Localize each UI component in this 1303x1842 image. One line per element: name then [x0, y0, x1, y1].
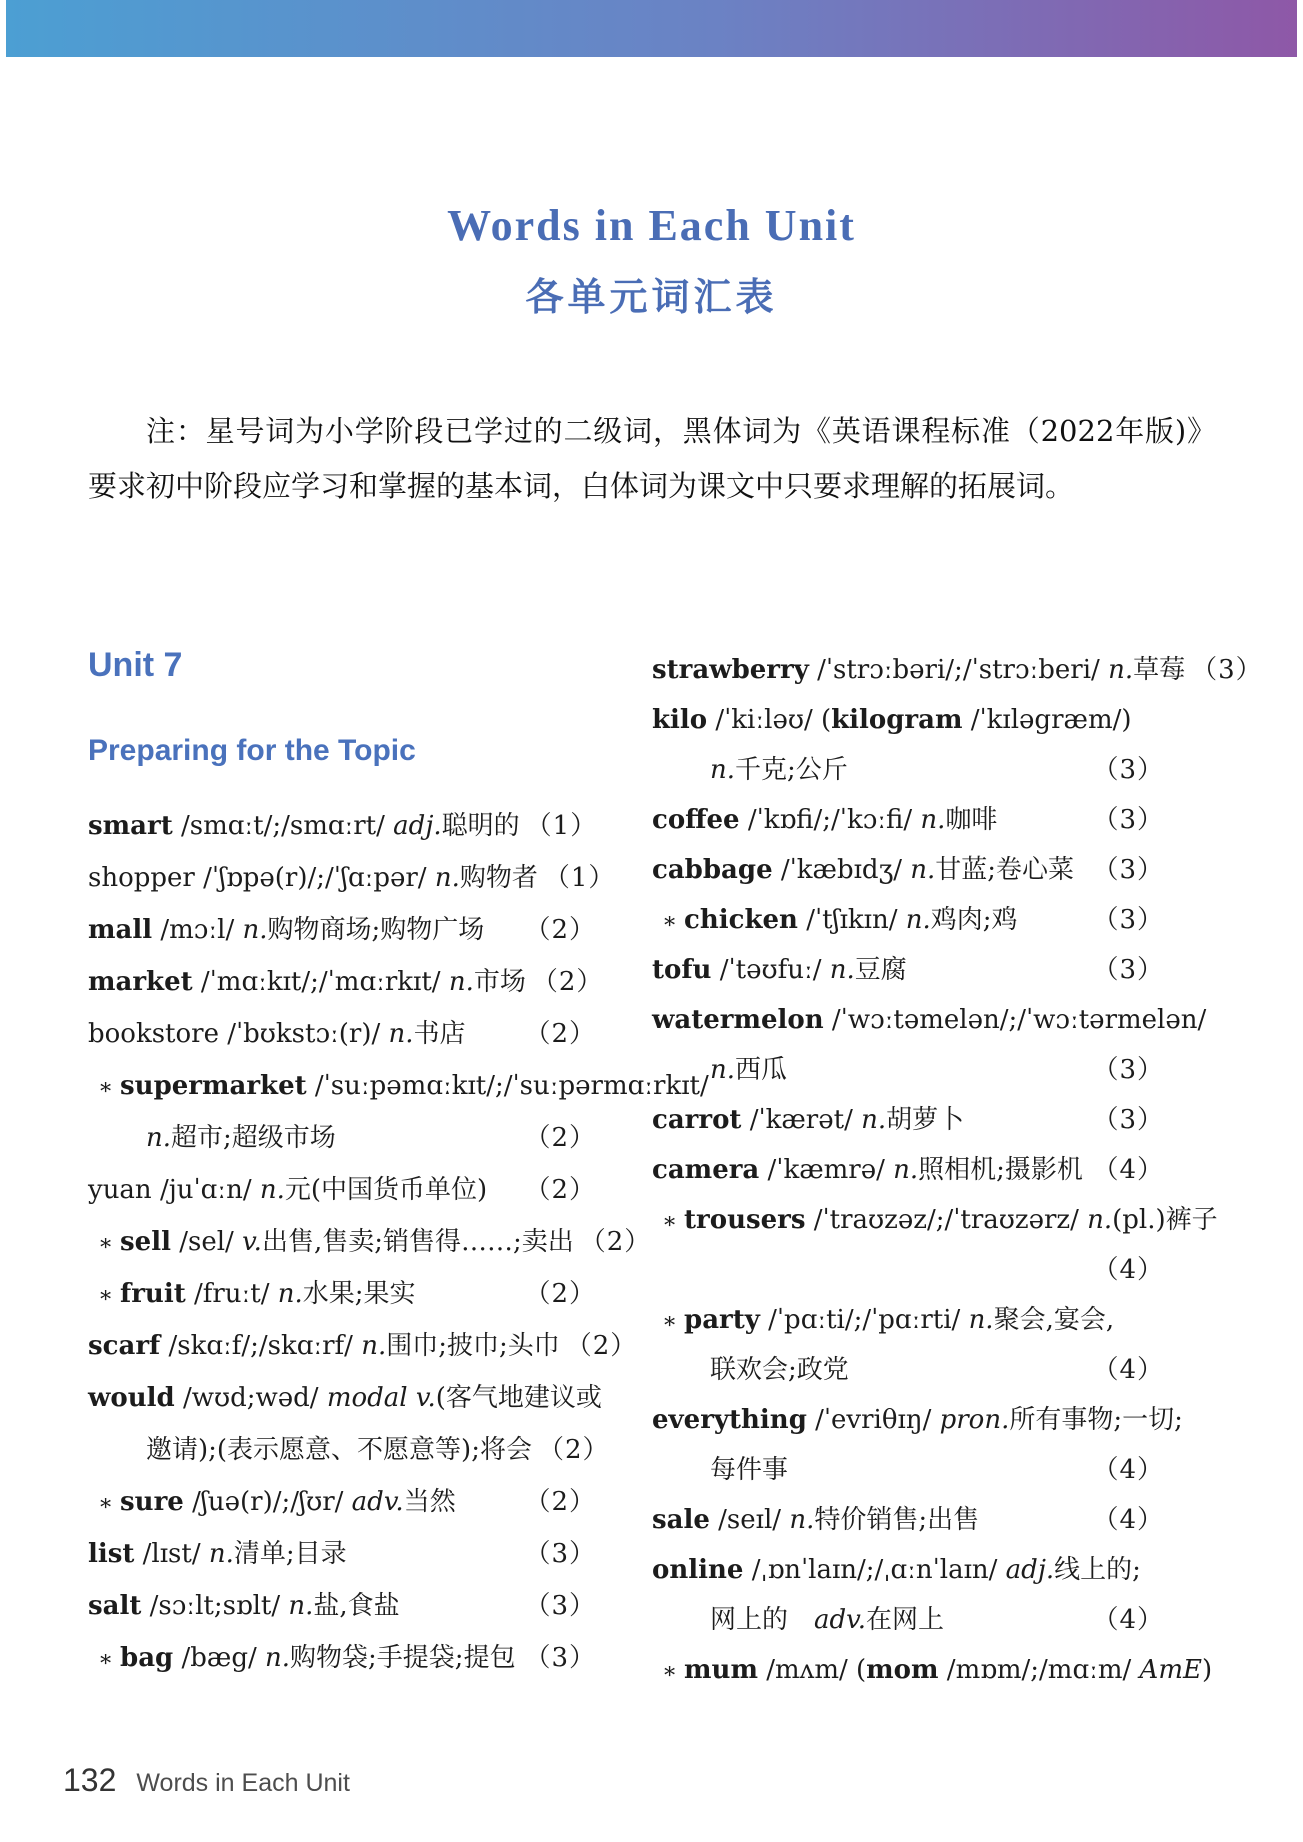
vocab-line-text	[652, 1395, 1183, 1445]
lesson-page-ref: （4）	[1092, 1355, 1164, 1385]
vocab-segment: n.	[361, 1331, 387, 1361]
vocab-segment: n.	[710, 755, 736, 785]
vocab-line	[88, 1632, 596, 1684]
vocab-segment: 市场	[473, 967, 526, 997]
vocab-line	[652, 1495, 1164, 1545]
vocab-line	[88, 1476, 596, 1528]
lesson-page-ref: （3）	[1191, 655, 1263, 685]
vocab-segment: n.	[146, 1123, 172, 1153]
vocab-line	[652, 745, 1164, 795]
vocab-segment: bookstore	[88, 1019, 219, 1049]
vocab-line	[88, 852, 616, 904]
star-icon: ∗	[98, 1490, 114, 1516]
vocab-segment: 盐,食盐	[313, 1591, 400, 1621]
star-icon: ∗	[662, 908, 678, 934]
vocab-segment: /ˈtʃɪkɪn/	[797, 905, 906, 935]
vocab-segment: would	[88, 1383, 175, 1413]
vocab-segment: AmE	[1139, 1655, 1202, 1685]
vocab-segment: 咖啡	[945, 805, 998, 835]
vocab-segment: 出售,售卖;销售得……;卖出	[261, 1227, 574, 1257]
page-footer	[63, 1762, 350, 1799]
vocab-line-text	[88, 1424, 532, 1476]
vocab-line-text	[88, 1112, 336, 1164]
vocab-segment: 裤子	[1165, 1205, 1218, 1235]
vocab-line-text	[652, 1045, 787, 1095]
vocab-segment: 元(中国货币单位)	[284, 1175, 488, 1205]
vocab-segment: /ˌɒnˈlaɪn/;/ˌɑːnˈlaɪn/	[743, 1555, 1006, 1585]
vocab-line-text	[88, 1580, 400, 1632]
star-icon: ∗	[98, 1282, 114, 1308]
vocab-segment: /ˈʃɒpə(r)/;/ˈʃɑːpər/	[194, 863, 435, 893]
vocab-line-text	[652, 1445, 788, 1495]
vocab-line-text	[88, 1476, 456, 1529]
vocab-segment: n.	[259, 1175, 285, 1205]
vocab-line	[88, 1164, 596, 1216]
lesson-page-ref: （2）	[524, 1019, 596, 1049]
vocab-segment: modal v.	[326, 1383, 436, 1413]
vocab-segment: /ˈkæbɪdʒ/	[772, 855, 911, 885]
vocab-line	[88, 1580, 596, 1632]
vocab-segment: /ˈevriθɪŋ/	[806, 1405, 940, 1435]
vocab-line-text	[652, 745, 848, 795]
vocab-line	[88, 1268, 596, 1320]
vocab-segment: adv.	[351, 1487, 404, 1517]
vocab-segment: mall	[88, 915, 153, 945]
vocab-segment: tofu	[652, 955, 712, 985]
vocab-segment: adj.	[1005, 1555, 1055, 1585]
vocab-segment: sale	[652, 1505, 710, 1535]
vocab-segment: /fruːt/	[185, 1279, 278, 1309]
vocab-segment: adj.	[393, 811, 442, 841]
vocab-line-text	[88, 800, 520, 852]
vocab-segment: 线上的;	[1054, 1555, 1141, 1585]
vocab-segment: /sɔːlt;sɒlt/	[141, 1591, 289, 1621]
vocab-segment: cabbage	[652, 855, 773, 885]
star-icon: ∗	[662, 1658, 678, 1684]
vocab-segment: /sel/	[170, 1227, 243, 1257]
vocab-segment: n.	[388, 1019, 414, 1049]
lesson-page-ref: （2）	[524, 1175, 596, 1205]
note-paragraph: 注：星号词为小学阶段已学过的二级词，黑体词为《英语课程标准（2022年版)》要求初中阶段应学习和掌握的基本词，白体词为课文中只要求理解的拓展词。	[88, 414, 1216, 503]
vocab-segment: /ˈkɒfi/;/ˈkɔːfi/	[739, 805, 921, 835]
vocab-segment: /ˈwɔːtəmelən/;/ˈwɔːtərmelən/	[823, 1005, 1207, 1035]
vocab-segment: camera	[652, 1155, 760, 1185]
vocab-line-text	[88, 904, 484, 956]
vocab-segment: 水果;果实	[302, 1279, 416, 1309]
vocab-segment: /ˈkærət/	[741, 1105, 862, 1135]
vocab-line-text	[652, 845, 1074, 895]
vocab-segment: mum	[684, 1655, 758, 1685]
lesson-page-ref: （3）	[524, 1539, 596, 1569]
vocab-line	[88, 1424, 610, 1476]
vocab-line-text	[88, 1268, 416, 1321]
vocab-line-text	[652, 945, 907, 995]
vocab-segment: 当然	[403, 1487, 456, 1517]
vocab-segment: n.	[1087, 1205, 1113, 1235]
vocab-line-text	[88, 1060, 709, 1113]
lesson-page-ref: （2）	[537, 1435, 610, 1465]
star-icon: ∗	[98, 1230, 114, 1256]
vocab-segment: 邀请);(表示愿意、不愿意等);将会	[146, 1435, 532, 1465]
lesson-page-ref: （2）	[565, 1331, 638, 1361]
vocab-segment: 豆腐	[854, 955, 907, 985]
lesson-page-ref: （3）	[1092, 805, 1164, 835]
star-icon: ∗	[662, 1208, 678, 1234]
vocab-segment: kilo	[652, 705, 708, 735]
vocab-segment: everything	[652, 1405, 807, 1435]
lesson-page-ref: （3）	[1092, 755, 1164, 785]
vocab-line	[652, 695, 1164, 745]
vocab-segment: salt	[88, 1591, 142, 1621]
vocab-segment: n.	[1108, 655, 1134, 685]
vocab-line	[652, 1245, 1164, 1295]
vocab-segment: 聚会,宴会,	[993, 1305, 1115, 1335]
vocab-segment: 清单;目录	[233, 1539, 347, 1569]
vocab-line-text	[652, 1495, 979, 1545]
lesson-page-ref: （3）	[1092, 1055, 1164, 1085]
lesson-page-ref: （4）	[1092, 1255, 1164, 1285]
vocab-line	[88, 1112, 596, 1164]
vocab-line-text	[88, 1528, 347, 1580]
lesson-page-ref: （3）	[524, 1643, 596, 1673]
vocab-line	[652, 1195, 1218, 1245]
page-title-chinese: 各单元词汇表	[525, 274, 778, 319]
vocab-segment: 网上的	[710, 1605, 815, 1635]
vocab-line	[652, 1045, 1164, 1095]
vocab-line-text	[652, 795, 997, 845]
vocab-line	[652, 845, 1164, 895]
vocab-segment: /ˈstrɔːbəri/;/ˈstrɔːberi/	[808, 655, 1109, 685]
star-icon: ∗	[98, 1646, 114, 1672]
vocab-line	[652, 945, 1164, 995]
lesson-page-ref: （2）	[579, 1227, 652, 1257]
vocab-segment: smart	[88, 811, 173, 841]
vocab-segment: 围巾;披巾;头巾	[386, 1331, 560, 1361]
vocab-segment: )	[1201, 1655, 1213, 1685]
lesson-page-ref: （2）	[524, 1279, 596, 1309]
vocab-segment: n.	[861, 1105, 887, 1135]
vocab-line	[652, 1295, 1164, 1345]
vocab-segment: (pl.)	[1112, 1205, 1166, 1235]
vocab-segment: n.	[905, 905, 931, 935]
vocab-segment: bag	[120, 1643, 174, 1673]
vocab-line	[652, 1395, 1183, 1445]
vocab-segment: party	[684, 1305, 760, 1335]
page-title-english: Words in Each Unit	[447, 201, 856, 250]
vocab-segment: 购物袋;手提袋;提包	[290, 1643, 516, 1673]
vocab-segment: 西瓜	[735, 1055, 788, 1085]
vocab-line	[88, 1008, 596, 1060]
vocab-segment: strawberry	[652, 655, 809, 685]
vocab-segment: sell	[120, 1227, 171, 1257]
vocab-segment: /wʊd;wəd/	[174, 1383, 327, 1413]
vocab-segment: /ˈtraʊzəz/;/ˈtraʊzərz/	[805, 1205, 1088, 1235]
vocab-line-text	[652, 1095, 964, 1145]
vocab-segment: coffee	[652, 805, 740, 835]
vocab-segment: 购物者	[459, 863, 538, 893]
vocab-line-text	[88, 1372, 602, 1424]
lesson-page-ref: （3）	[1092, 905, 1164, 935]
vocab-segment: 在网上	[866, 1605, 945, 1635]
vocab-line	[88, 1528, 596, 1580]
vocab-line	[88, 800, 596, 852]
vocab-line	[652, 895, 1164, 945]
vocab-segment: /ˈtəʊfuː/	[711, 955, 830, 985]
vocab-line-text	[652, 1645, 1212, 1696]
vocab-segment: n.	[968, 1305, 994, 1335]
vocab-segment: /ˈsuːpəmɑːkɪt/;/ˈsuːpərmɑːrkɪt/	[306, 1071, 709, 1101]
vocab-line-text	[652, 1295, 1114, 1346]
vocab-segment: 千克;公斤	[735, 755, 848, 785]
vocab-segment: n.	[265, 1643, 291, 1673]
vocab-segment: /ʃuə(r)/;/ʃʊr/	[183, 1487, 352, 1517]
vocab-segment: sure	[120, 1487, 184, 1517]
vocab-segment: n.	[448, 967, 474, 997]
lesson-page-ref: （2）	[524, 915, 596, 945]
vocab-segment: 聪明的	[441, 811, 520, 841]
vocab-segment: n.	[710, 1055, 736, 1085]
vocab-segment: 购物商场;购物广场	[267, 915, 485, 945]
footer-page-number: 132	[63, 1762, 117, 1798]
lesson-page-ref: （1）	[543, 863, 616, 893]
vocab-segment: 特价销售;出售	[814, 1505, 980, 1535]
vocab-segment: /juˈɑːn/	[151, 1175, 260, 1205]
vocab-segment: n.	[208, 1539, 234, 1569]
vocab-line	[88, 1216, 652, 1268]
vocab-segment: n.	[893, 1155, 919, 1185]
lesson-page-ref: （3）	[1092, 1105, 1164, 1135]
vocab-line	[652, 995, 1207, 1045]
vocab-line	[652, 1145, 1164, 1195]
vocab-segment: n.	[910, 855, 936, 885]
vocab-line	[652, 1595, 1164, 1645]
vocab-segment: /ˈbʊkstɔː(r)/	[218, 1019, 389, 1049]
vocab-line-text	[652, 695, 1132, 745]
vocab-segment: trousers	[684, 1205, 806, 1235]
vocab-segment: fruit	[120, 1279, 186, 1309]
vocab-segment: /skɑːf/;/skɑːrf/	[160, 1331, 362, 1361]
vocab-line-text	[88, 1164, 487, 1216]
vocab-segment: 草莓	[1133, 655, 1186, 685]
vocab-line-text	[88, 1216, 574, 1269]
vocab-segment: carrot	[652, 1105, 742, 1135]
vocab-segment: n.	[789, 1505, 815, 1535]
lesson-page-ref: （3）	[1092, 855, 1164, 885]
lesson-page-ref: （4）	[1092, 1605, 1164, 1635]
vocab-segment: shopper	[88, 863, 195, 893]
vocab-segment: watermelon	[652, 1005, 824, 1035]
vocab-line-text	[88, 1632, 516, 1685]
vocab-segment: adv.	[814, 1605, 867, 1635]
vocab-segment: 所有事物;一切;	[1009, 1405, 1183, 1435]
lesson-page-ref: （4）	[1092, 1455, 1164, 1485]
vocab-column-right	[652, 645, 1263, 1695]
vocab-line	[652, 1095, 1164, 1145]
vocab-line-text	[652, 645, 1185, 695]
lesson-page-ref: （2）	[524, 1487, 596, 1517]
vocab-segment: /ˈpɑːti/;/ˈpɑːrti/	[759, 1305, 969, 1335]
vocab-segment: /lɪst/	[134, 1539, 209, 1569]
vocab-line-text	[652, 1545, 1141, 1595]
vocab-segment: 照相机;摄影机	[918, 1155, 1083, 1185]
vocab-segment: /mɒm/;/mɑːm/	[938, 1655, 1140, 1685]
vocab-segment: /ˈkiːləʊ/ (	[707, 705, 832, 735]
vocab-segment: market	[88, 967, 193, 997]
vocab-line-text	[652, 1595, 944, 1645]
vocab-line-text	[652, 1145, 1083, 1195]
vocab-segment: 每件事	[710, 1455, 789, 1485]
vocab-line-text	[88, 1320, 560, 1372]
footer-section-title: Words in Each Unit	[136, 1769, 350, 1797]
vocab-segment: /ˈkæmrə/	[759, 1155, 894, 1185]
vocab-line	[652, 1645, 1213, 1695]
vocab-segment: /ˈkɪləgræm/)	[962, 705, 1132, 735]
vocab-segment: /ˈmɑːkɪt/;/ˈmɑːrkɪt/	[192, 967, 449, 997]
vocab-segment: n.	[242, 915, 268, 945]
vocab-line	[652, 645, 1263, 695]
vocab-segment: /mɔːl/	[152, 915, 243, 945]
vocab-segment: n.	[920, 805, 946, 835]
vocab-line-text	[652, 1345, 849, 1395]
vocab-segment: list	[88, 1539, 135, 1569]
vocab-segment: mom	[866, 1655, 939, 1685]
vocab-segment: pron.	[939, 1405, 1010, 1435]
vocab-segment: /seɪl/	[709, 1505, 790, 1535]
vocab-segment: n.	[829, 955, 855, 985]
vocab-segment: /smɑːt/;/smɑːrt/	[172, 811, 394, 841]
lesson-page-ref: （3）	[1092, 955, 1164, 985]
star-icon: ∗	[662, 1308, 678, 1334]
vocab-line-text	[88, 956, 526, 1008]
vocab-line	[652, 1345, 1164, 1395]
vocab-segment: online	[652, 1555, 744, 1585]
vocab-segment: /mʌm/ (	[757, 1655, 867, 1685]
star-icon: ∗	[98, 1074, 114, 1100]
vocab-line	[88, 956, 604, 1008]
vocab-line	[88, 1372, 602, 1424]
vocab-line-text	[652, 1195, 1218, 1246]
vocab-segment: kilogram	[831, 705, 963, 735]
vocab-line-text	[88, 1008, 466, 1060]
vocab-line	[652, 1545, 1164, 1595]
vocab-line	[88, 1320, 638, 1372]
vocab-segment: yuan	[88, 1175, 152, 1205]
vocab-segment: scarf	[88, 1331, 161, 1361]
lesson-page-ref: （1）	[525, 811, 598, 841]
lesson-page-ref: （2）	[531, 967, 604, 997]
vocab-segment: 鸡肉;鸡	[930, 905, 1018, 935]
vocab-segment: 胡萝卜	[886, 1105, 965, 1135]
vocab-segment: 联欢会;政党	[710, 1355, 849, 1385]
vocab-line	[88, 904, 596, 956]
unit-heading: Unit 7	[88, 646, 183, 684]
lesson-page-ref: （2）	[524, 1123, 596, 1153]
vocab-line	[88, 1060, 709, 1112]
vocab-segment: n.	[277, 1279, 303, 1309]
vocab-segment: chicken	[684, 905, 798, 935]
page-header-gradient-bar	[6, 0, 1297, 57]
vocab-segment: (客气地建议或	[435, 1383, 602, 1413]
vocab-line-text	[88, 852, 538, 904]
lesson-page-ref: （4）	[1092, 1155, 1164, 1185]
vocab-segment: 超市;超级市场	[171, 1123, 336, 1153]
lesson-page-ref: （3）	[524, 1591, 596, 1621]
vocab-line	[652, 795, 1164, 845]
lesson-page-ref: （4）	[1092, 1505, 1164, 1535]
vocab-segment: supermarket	[120, 1071, 307, 1101]
vocab-segment: /bæg/	[173, 1643, 266, 1673]
vocab-segment: n.	[288, 1591, 314, 1621]
vocab-line-text	[652, 895, 1018, 946]
vocab-segment: v.	[242, 1227, 262, 1257]
vocab-segment: 甘蓝;卷心菜	[935, 855, 1075, 885]
vocab-segment: n.	[434, 863, 460, 893]
vocab-line	[652, 1445, 1164, 1495]
section-heading: Preparing for the Topic	[88, 734, 416, 767]
vocab-line-text	[652, 995, 1206, 1045]
vocab-segment: 书店	[413, 1019, 466, 1049]
